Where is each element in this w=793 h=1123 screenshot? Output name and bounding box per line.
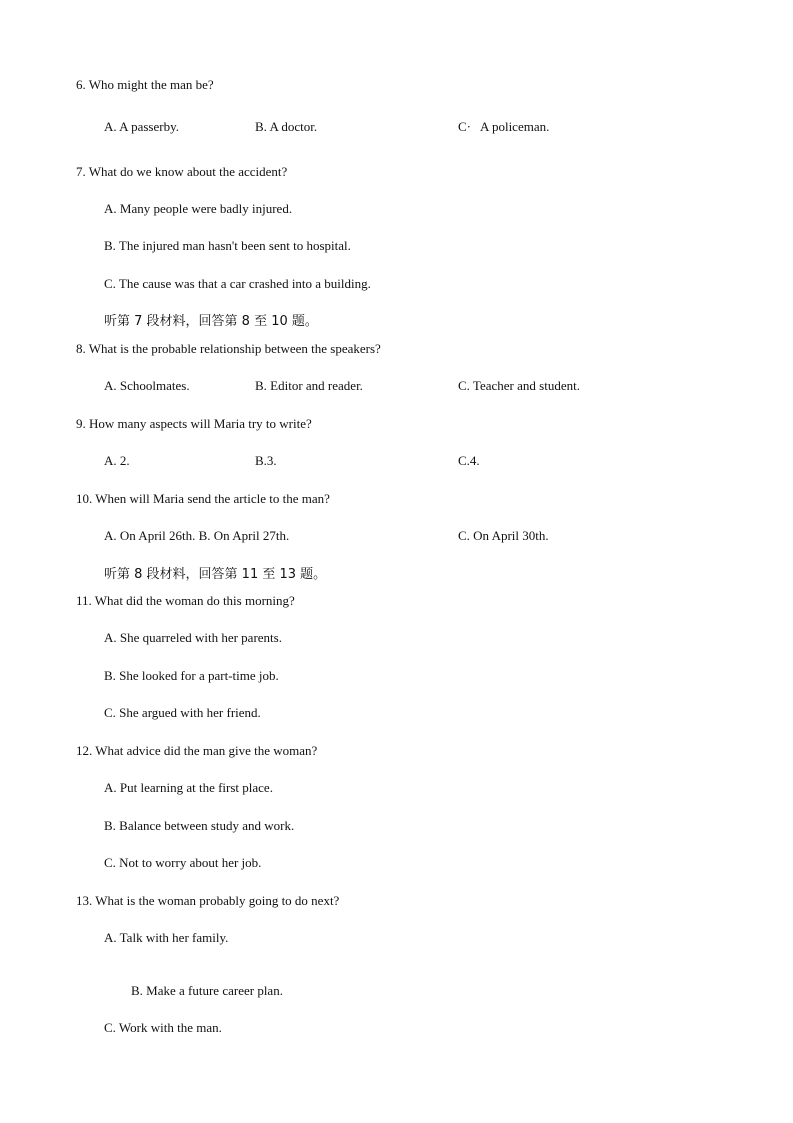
q10-option-c: C. On April 30th.: [458, 528, 549, 543]
section-8-instruction: 听第 8 段材料，回答第 11 至 13 题。: [104, 567, 327, 582]
q13-option-b: B. Make a future career plan.: [131, 983, 283, 998]
q6-option-c: C· A policeman.: [458, 119, 550, 134]
q9-option-c: C.4.: [458, 453, 480, 468]
q11-option-b: B. She looked for a part-time job.: [104, 668, 279, 683]
q8-option-b: B. Editor and reader.: [255, 378, 363, 393]
q12-option-c: C. Not to worry about her job.: [104, 855, 262, 870]
q11-question: 11. What did the woman do this morning?: [76, 593, 295, 608]
q12-option-a: A. Put learning at the first place.: [104, 780, 273, 795]
q8-question: 8. What is the probable relationship between the speakers?: [76, 341, 381, 356]
q6-question: 6. Who might the man be?: [76, 77, 214, 92]
q9-question: 9. How many aspects will Maria try to write?: [76, 416, 312, 431]
q13-option-c: C. Work with the man.: [104, 1020, 222, 1035]
q13-option-a: A. Talk with her family.: [104, 930, 229, 945]
q13-question: 13. What is the woman probably going to do next?: [76, 893, 340, 908]
q9-option-a: A. 2.: [104, 453, 130, 468]
q9-option-b: B.3.: [255, 453, 277, 468]
q12-option-b: B. Balance between study and work.: [104, 818, 295, 833]
q7-option-c: C. The cause was that a car crashed into a building.: [104, 276, 371, 291]
q6-option-b: B. A doctor.: [255, 119, 318, 134]
q7-option-b: B. The injured man hasn't been sent to hospital.: [104, 238, 351, 253]
q12-question: 12. What advice did the man give the woman?: [76, 743, 318, 758]
q8-option-a: A. Schoolmates.: [104, 378, 190, 393]
q10-option-ab: A. On April 26th. B. On April 27th.: [104, 528, 290, 543]
q10-question: 10. When will Maria send the article to the man?: [76, 491, 330, 506]
q8-option-c: C. Teacher and student.: [458, 378, 580, 393]
q11-option-c: C. She argued with her friend.: [104, 705, 261, 720]
q6-option-a: A. A passerby.: [104, 119, 179, 134]
section-7-instruction: 听第 7 段材料，回答第 8 至 10 题。: [104, 314, 318, 329]
q7-option-a: A. Many people were badly injured.: [104, 201, 293, 216]
q11-option-a: A. She quarreled with her parents.: [104, 630, 282, 645]
q7-question: 7. What do we know about the accident?: [76, 164, 288, 179]
